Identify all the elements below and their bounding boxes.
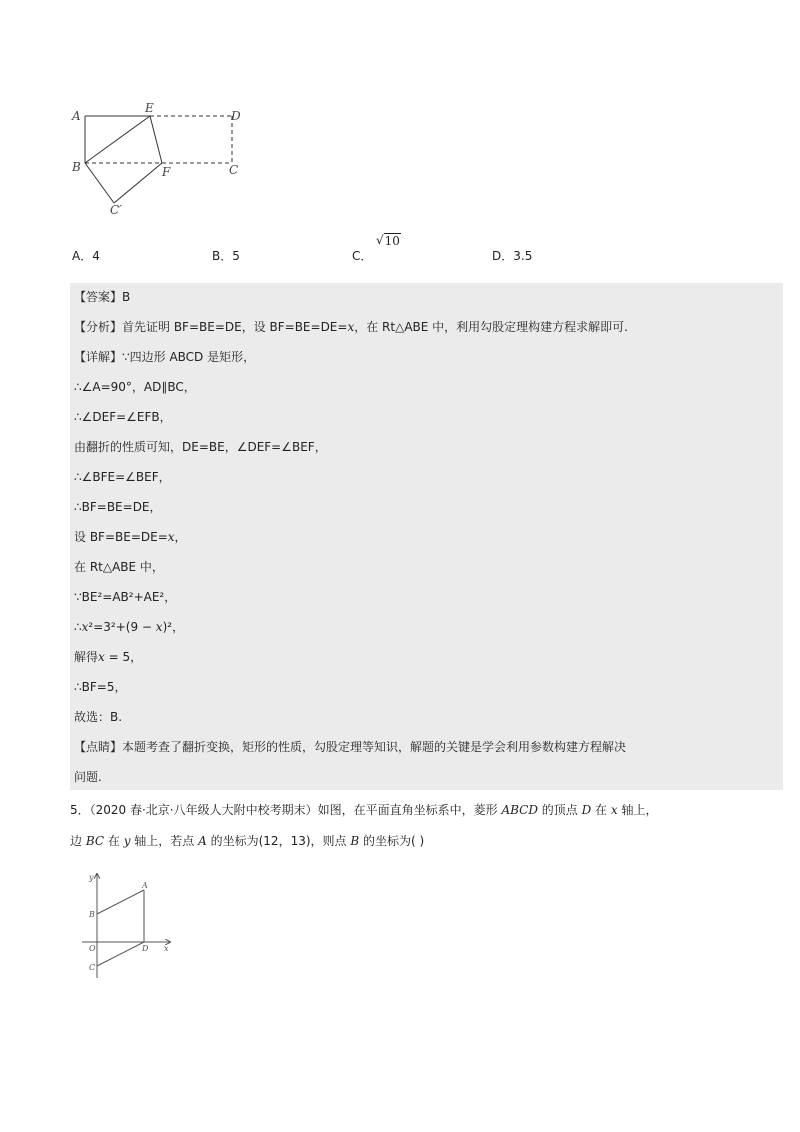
label-A: A — [72, 109, 81, 123]
q5-text-9: 的坐标为( ) — [359, 834, 425, 848]
step-2: ∴∠DEF=∠EFB， — [74, 410, 172, 424]
segment-BE — [85, 116, 150, 163]
step-6-text-1: 设 BF=BE=DE= — [74, 530, 168, 544]
step-3: 由翻折的性质可知，DE=BE，∠DEF=∠BEF， — [74, 440, 327, 454]
step-9 — [74, 619, 184, 635]
step-9-text-3: )²， — [162, 620, 185, 634]
choice-a: A．4 — [72, 249, 100, 263]
step-12: 故选：B. — [74, 710, 123, 724]
comment-line-2: 问题. — [74, 770, 102, 784]
choice-d: D．3.5 — [492, 249, 533, 263]
q5-abcd: ABCD — [501, 803, 538, 817]
q5-text-1: 5．（2020 春·北京·八年级人大附中校考期末）如图，在平面直角坐标系中，菱形 — [70, 803, 502, 817]
step-10-var: x — [98, 650, 105, 664]
question-5-line-1 — [70, 802, 657, 818]
figure-fold-rectangle — [70, 98, 245, 216]
q5-bc: BC — [85, 834, 105, 848]
label-C2: C — [89, 963, 96, 972]
label-D: D — [231, 109, 241, 123]
sqrt-radicand: 10 — [384, 234, 400, 248]
step-1: ∴∠A=90°，AD∥BC， — [74, 380, 196, 394]
label-C: C — [229, 163, 239, 177]
step-9-text-1: ∴ — [74, 620, 82, 634]
label-B2: B — [89, 910, 95, 919]
segment-EF — [150, 116, 162, 163]
segment-BC-prime — [85, 163, 114, 203]
q5-d: D — [581, 803, 592, 817]
solution-block — [70, 283, 783, 790]
q5-text-7: 轴上，若点 — [130, 834, 199, 848]
q5-text-5: 边 — [70, 834, 86, 848]
step-6 — [74, 529, 187, 545]
q5-text-2: 的顶点 — [537, 803, 582, 817]
label-O: O — [89, 944, 96, 953]
q5-text-4: 轴上， — [617, 803, 658, 817]
step-9-var: x — [81, 620, 89, 634]
step-9-text-2: ²=3²+(9 − — [88, 620, 156, 634]
label-F: F — [162, 165, 171, 179]
choice-b: B．5 — [212, 249, 240, 263]
step-8: ∵BE²=AB²+AE²， — [74, 590, 177, 604]
q5-text-8: 的坐标为(12，13)，则点 — [206, 834, 351, 848]
answer-choices — [0, 233, 800, 275]
step-9-var-2: x — [155, 620, 163, 634]
step-4: ∴∠BFE=∠BEF， — [74, 470, 171, 484]
analysis-text-1: 【分析】首先证明 BF=BE=DE，设 BF=BE=DE= — [74, 320, 348, 334]
answer-line: 【答案】B — [74, 290, 131, 304]
label-y: y — [89, 873, 94, 882]
sqrt-10: √ 10 — [376, 233, 400, 248]
segment-BA — [97, 890, 144, 914]
step-5: ∴BF=BE=DE， — [74, 500, 162, 514]
segment-DC — [97, 942, 144, 966]
q5-A: A — [198, 834, 207, 848]
q5-y: y — [123, 834, 131, 848]
step-7: 在 Rt△ABE 中， — [74, 560, 164, 574]
q5-x: x — [610, 803, 618, 817]
label-B: B — [72, 160, 81, 174]
segment-C-prime-F — [114, 163, 162, 203]
analysis-text-2: ，在 Rt△ABE 中，利用勾股定理构建方程求解即可. — [354, 320, 628, 334]
label-E: E — [145, 101, 154, 115]
step-10 — [74, 649, 142, 665]
step-6-text-2: ， — [174, 530, 187, 544]
analysis-var: x — [347, 320, 355, 334]
detail-line: 【详解】∵四边形 ABCD 是矩形， — [74, 350, 256, 364]
q5-text-3: 在 — [591, 803, 611, 817]
step-6-var: x — [167, 530, 175, 544]
figure-rhombus-axes — [80, 870, 180, 982]
step-10-text-1: 解得 — [74, 650, 99, 664]
choice-c-prefix: C． — [352, 249, 373, 263]
step-10-text-2: = 5， — [104, 650, 143, 664]
q5-text-6: 在 — [104, 834, 124, 848]
q5-B: B — [350, 834, 360, 848]
label-C-prime: C′ — [110, 203, 122, 216]
label-D2: D — [142, 944, 149, 953]
comment-line-1: 【点睛】本题考查了翻折变换，矩形的性质，勾股定理等知识，解题的关键是学会利用参数构建方程解决 — [74, 740, 627, 754]
question-5-line-2 — [70, 833, 424, 849]
step-11: ∴BF=5， — [74, 680, 127, 694]
choice-c — [352, 233, 400, 264]
label-A2: A — [142, 881, 148, 890]
analysis-line — [74, 319, 628, 335]
label-x: x — [164, 944, 169, 953]
